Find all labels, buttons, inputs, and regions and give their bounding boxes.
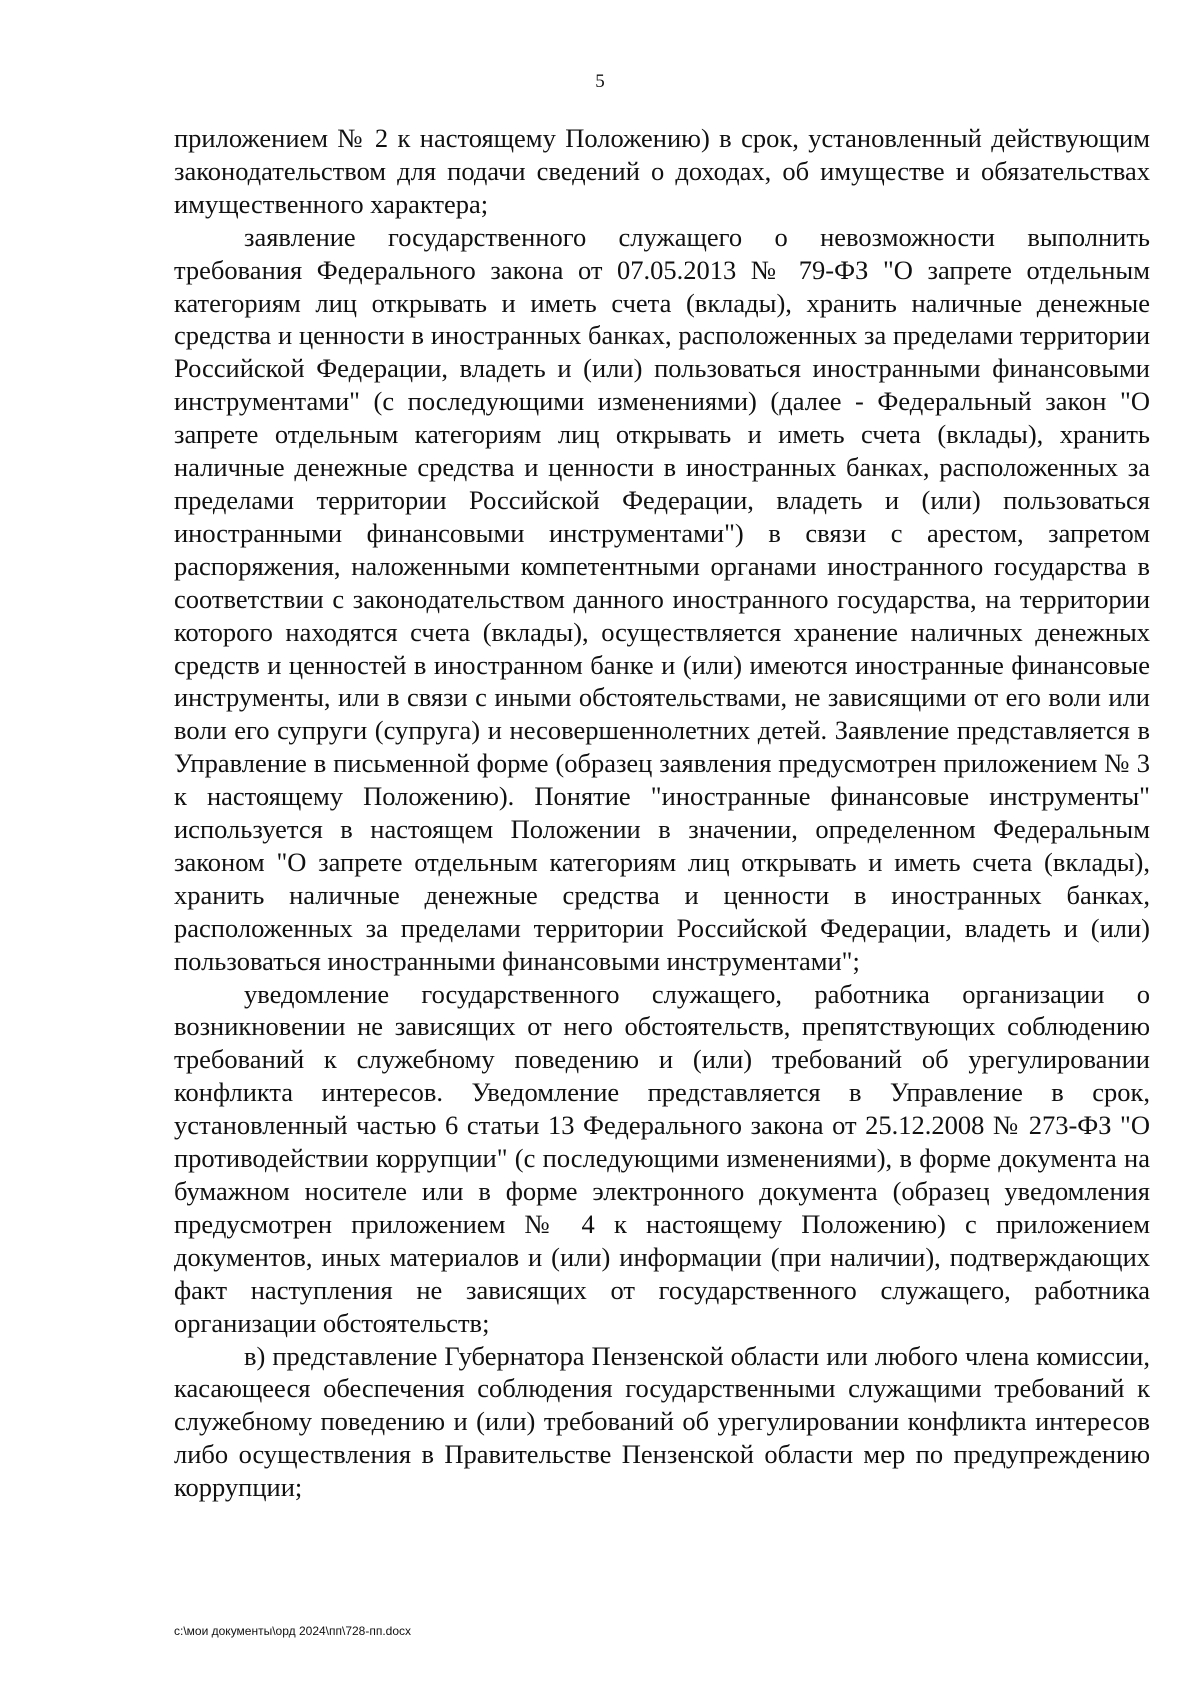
paragraph-statement-foreign-accounts: заявление государственного служащего о невозможности выполнить требования Федерального закона от 07.05.2013 № 79-ФЗ "О запрете отдельным категориям лиц открывать и иметь счета (вклады), хранить наличные денежные средства и ценности в иностранных банках, расположенных за пределами территории Российской Федерации, владеть и (или) пользоваться иностранными финансовыми инструментами" (с последующими изменениями) (далее - Федеральный закон "О запрете отдельным категориям лиц открывать и иметь счета (вклады), хранить наличные денежные средства и ценности в иностранных банках, расположенных за пределами территории Российской Федерации, владеть и (или) пользоваться иностранными финансовыми инструментами") в связи с арестом, запретом распоряжения, наложенными компетентными органами иностранного государства в соответствии с законодательством данного иностранного государства, на территории которого находятся счета (вклады), осуществляется хранение наличных денежных средств и ценностей в иностранном банке и (или) имеются иностранные финансовые инструменты, или в связи с иными обстоятельствами, не зависящими от его воли или воли его супруги (супруга) и несовершеннолетних детей. Заявление представляется в Управление в письменной форме (образец заявления предусмотрен приложением № 3 к настоящему Положению). Понятие "иностранные финансовые инструменты" используется в настоящем Положении в значении, определенном Федеральным законом "О запрете отдельным категориям лиц открывать и иметь счета (вклады), хранить наличные денежные средства и ценности в иностранных банках, расположенных за пределами территории Российской Федерации, владеть и (или) пользоваться иностранными финансовыми инструментами"; <box>174 221 1150 976</box>
document-body <box>174 122 1150 1504</box>
footer-file-path: c:\мои документы\орд 2024\пп\728-пп.docx <box>174 1624 412 1638</box>
paragraph-notification-circumstances: уведомление государственного служащего, работника организации о возникновении не зависящих от него обстоятельств, препятствующих соблюдению требований к служебному поведению и (или) требований об урегулировании конфликта интересов. Уведомление представляется в Управление в срок, установленный частью 6 статьи 13 Федерального закона от 25.12.2008 № 273-ФЗ "О противодействии коррупции" (с последующими изменениями), в форме документа на бумажном носителе или в форме электронного документа (образец уведомления предусмотрен приложением № 4 к настоящему Положению) с приложением документов, иных материалов и (или) информации (при наличии), подтверждающих факт наступления не зависящих от государственного служащего, работника организации обстоятельств; <box>174 978 1150 1338</box>
paragraph-governor-submission: в) представление Губернатора Пензенской области или любого члена комиссии, касающееся обеспечения соблюдения государственными служащими требований к служебному поведению и (или) требований об урегулировании конфликта интересов либо осуществления в Правительстве Пензенской области мер по предупреждению коррупции; <box>174 1340 1150 1503</box>
page-number: 5 <box>595 71 605 92</box>
paragraph-continuation: приложением № 2 к настоящему Положению) в срок, установленный действующим законодательством для подачи сведений о доходах, об имуществе и обязательствах имущественного характера; <box>174 123 1150 219</box>
